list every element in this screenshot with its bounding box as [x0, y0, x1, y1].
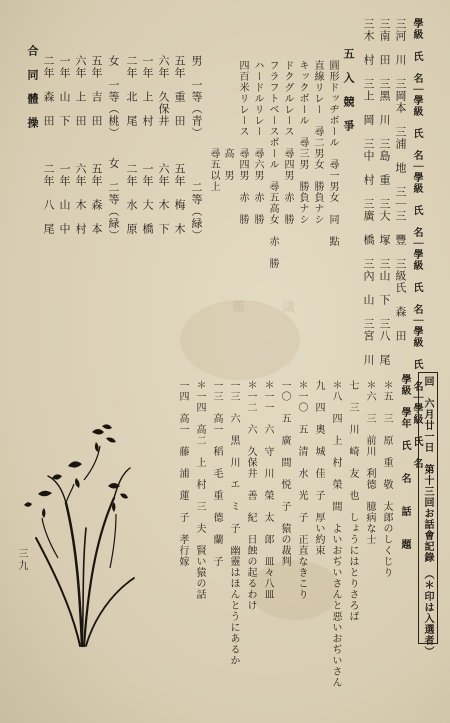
orchid-illustration: [22, 418, 142, 648]
event-column: 高 男: [222, 60, 233, 181]
record-header: 學級 學年 氏 名 話 題: [399, 374, 410, 550]
event-column: キックボール 尋三男 勝負ナシ: [297, 60, 308, 225]
award-column: 五年 吉 田 五年 森 本: [90, 55, 103, 235]
award-column: 二年 北 尾 二年 水 原: [125, 55, 138, 235]
record-title: 回 六月廿一日 第十三回お話會記錄 （＊印は入選者）: [422, 376, 433, 657]
record-row: 九 四 奧 城 佳 子 厚い約束: [313, 380, 324, 556]
event-column: 尋五以上: [208, 60, 219, 192]
record-row: 一三 高一 稻 毛 重 德 蘭 子: [211, 380, 222, 567]
event-column: フラフトベースボール 尋五高女 赤 勝: [267, 60, 278, 269]
award-column: 一年 山 下 一年 山 中: [58, 55, 71, 235]
record-row: 七 三 川 崎 友 也 しょうにはとりさろば: [347, 380, 358, 622]
record-row: ＊一二 六 久保井 善 紀 日蝕の起るわけ: [245, 380, 256, 611]
event-column: 圓形ドッヂボール 尋一男女 同 點: [327, 60, 338, 247]
record-row: ＊五 三 原 重 敬 太郎のしくじり: [381, 380, 392, 578]
record-row: ＊一四 高二 上 村 三 夫 賢い猿の話: [194, 380, 205, 600]
award-column: 男 一等（青） 二等（緑）: [190, 55, 203, 242]
section-heading: 合 同 體 操: [26, 45, 39, 129]
event-column: ドクグルレース 尋四男 赤 勝: [282, 60, 293, 225]
student-column: 三南 田 三黑 川 三島 重 三大 塚 三山 下 三八 尾: [378, 18, 391, 366]
record-row: ＊一〇 五 清 水 光 子 正直なきこり: [296, 380, 307, 600]
record-row: 一三 六 黑 川 エ ミ 子 幽靈はほんとうにあるか: [228, 380, 239, 666]
award-column: 六年 久保井 六年 木 下: [157, 55, 170, 235]
record-row: ＊六 三 前川 利德 臆病な士: [364, 380, 375, 545]
bleed-through-text: 題: [231, 300, 245, 316]
page-number: 三九: [16, 548, 27, 572]
award-column: 一年 上 村 一年 大 橋: [141, 55, 154, 235]
award-column: 五年 重 田 五年 梅 木: [173, 55, 186, 235]
student-column: 三河 川 三岡本 三浦 地 三｜三 豐 三級氏 森 田: [394, 18, 407, 342]
student-column: 三木 村 三上 岡 三中 村 三廣 橋 三內 山 三宮 川: [362, 18, 375, 366]
record-row: 一四 高一 藤 浦 蓮 子 孝行嫁: [177, 380, 188, 567]
award-column: 六年 上 田 六年 木 村: [74, 55, 87, 235]
header-column: 學級 氏 名｜學級 氏 名｜學級 氏 名｜學級 氏 名｜學級 氏 名｜學級 氏 名: [411, 18, 422, 469]
award-column: 二年 森 田 二年 八 尾: [42, 55, 55, 235]
record-row: ＊一一 六 守 川 榮 太 郎 皿々八皿: [262, 380, 273, 600]
section-heading: 五 入 競 爭: [342, 48, 355, 132]
event-column: ハードルリレー 尋六男 赤 勝: [252, 60, 263, 225]
event-column: 直線リレー 尋二男女 勝負ナシ: [312, 60, 323, 225]
bleed-through-text: 議: [281, 300, 295, 316]
event-column: 四百米リレース 尋四男 赤 勝: [237, 60, 248, 225]
award-column: 女 一等（桃） 女 二等（緑）: [107, 55, 120, 242]
record-row: ＊八 四 上 村 榮 間 よいおぢいさんと惡いおぢいさん: [330, 380, 341, 688]
record-row: 一〇 五 廣 間 悦 子 猿の裁判: [279, 380, 290, 567]
